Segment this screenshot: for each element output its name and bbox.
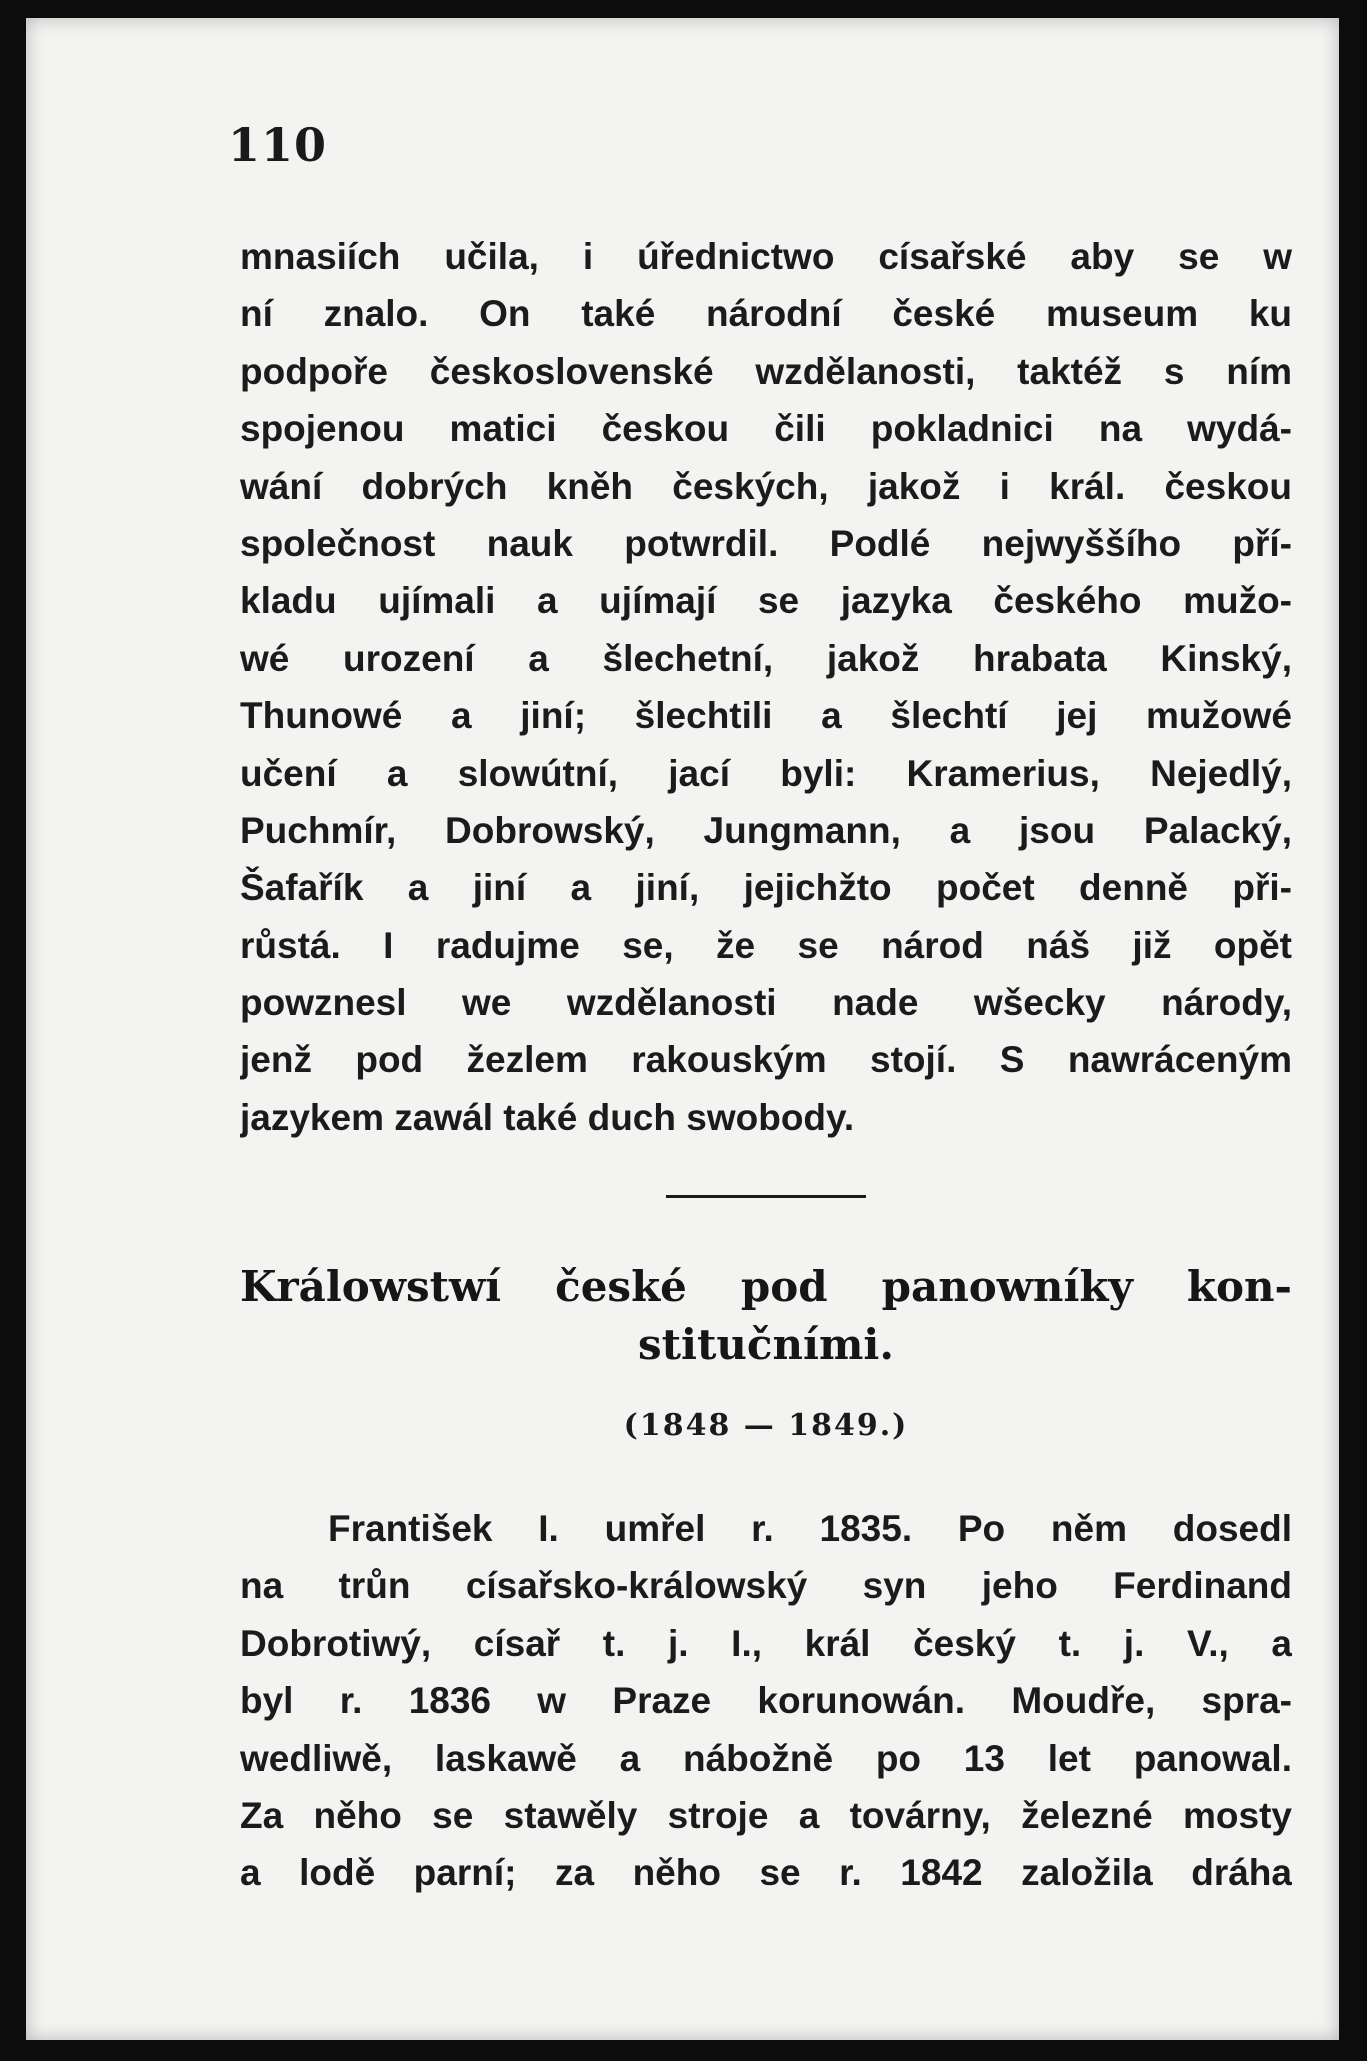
text-line: wé urození a šlechetní, jakož hrabata Kinský, bbox=[240, 637, 1292, 679]
text-line: byl r. 1836 w Praze korunowán. Moudře, spra- bbox=[240, 1680, 1292, 1722]
book-page bbox=[26, 18, 1339, 2040]
text-line: společnost nauk potwrdil. Podlé nejwyššího pří- bbox=[240, 522, 1292, 564]
heading-line: stitučními. bbox=[637, 1320, 895, 1369]
text-line: Puchmír, Dobrowský, Jungmann, a jsou Palacký, bbox=[240, 809, 1292, 851]
paragraph-1 bbox=[240, 228, 1292, 1146]
page-number: 110 bbox=[228, 118, 328, 172]
text-line: Šafařík a jiní a jiní, jejichžto počet denně při- bbox=[240, 867, 1292, 909]
section-heading bbox=[240, 1258, 1292, 1374]
text-line: růstá. I radujme se, že se národ náš již opět bbox=[240, 924, 1292, 966]
paragraph-2 bbox=[240, 1500, 1292, 1902]
text-line: a lodě parní; za něho se r. 1842 založila dráha bbox=[240, 1852, 1292, 1894]
section-divider bbox=[666, 1195, 866, 1198]
section-dates: (1848 — 1849.) bbox=[623, 1408, 909, 1443]
text-line: wedliwě, laskawě a nábožně po 13 let panowal. bbox=[240, 1737, 1292, 1779]
text-line: Thunowé a jiní; šlechtili a šlechtí jej mužowé bbox=[240, 695, 1292, 737]
text-line: jazykem zawál také duch swobody. bbox=[240, 1096, 855, 1138]
text-line: učení a slowútní, jací byli: Kramerius, Nejedlý, bbox=[240, 752, 1292, 794]
heading-line: Králowstwí české pod panowníky kon- bbox=[240, 1262, 1292, 1311]
text-line: wání dobrých kněh českých, jakož i král. českou bbox=[240, 465, 1292, 507]
text-line: powznesl we wzdělanosti nade wšecky národy, bbox=[240, 982, 1292, 1024]
text-line: František I. umřel r. 1835. Po něm dosedl bbox=[328, 1508, 1292, 1549]
text-line: Za něho se stawěly stroje a továrny, železné mosty bbox=[240, 1794, 1292, 1836]
text-line: na trůn císařsko-králowský syn jeho Ferdinand bbox=[240, 1565, 1292, 1607]
text-line: jenž pod žezlem rakouským stojí. S nawráceným bbox=[240, 1039, 1292, 1081]
text-line: Dobrotiwý, císař t. j. I., král český t. j. V., a bbox=[240, 1622, 1292, 1664]
text-line: mnasiích učila, i úřednictwo císařské aby se w bbox=[240, 236, 1292, 277]
text-line: ní znalo. On také národní české museum ku bbox=[240, 293, 1292, 335]
text-line: podpoře československé wzdělanosti, taktéž s ním bbox=[240, 350, 1292, 392]
text-line: kladu ujímali a ujímají se jazyka českého mužo- bbox=[240, 580, 1292, 622]
text-line: spojenou matici českou čili pokladnici na wydá- bbox=[240, 408, 1292, 450]
